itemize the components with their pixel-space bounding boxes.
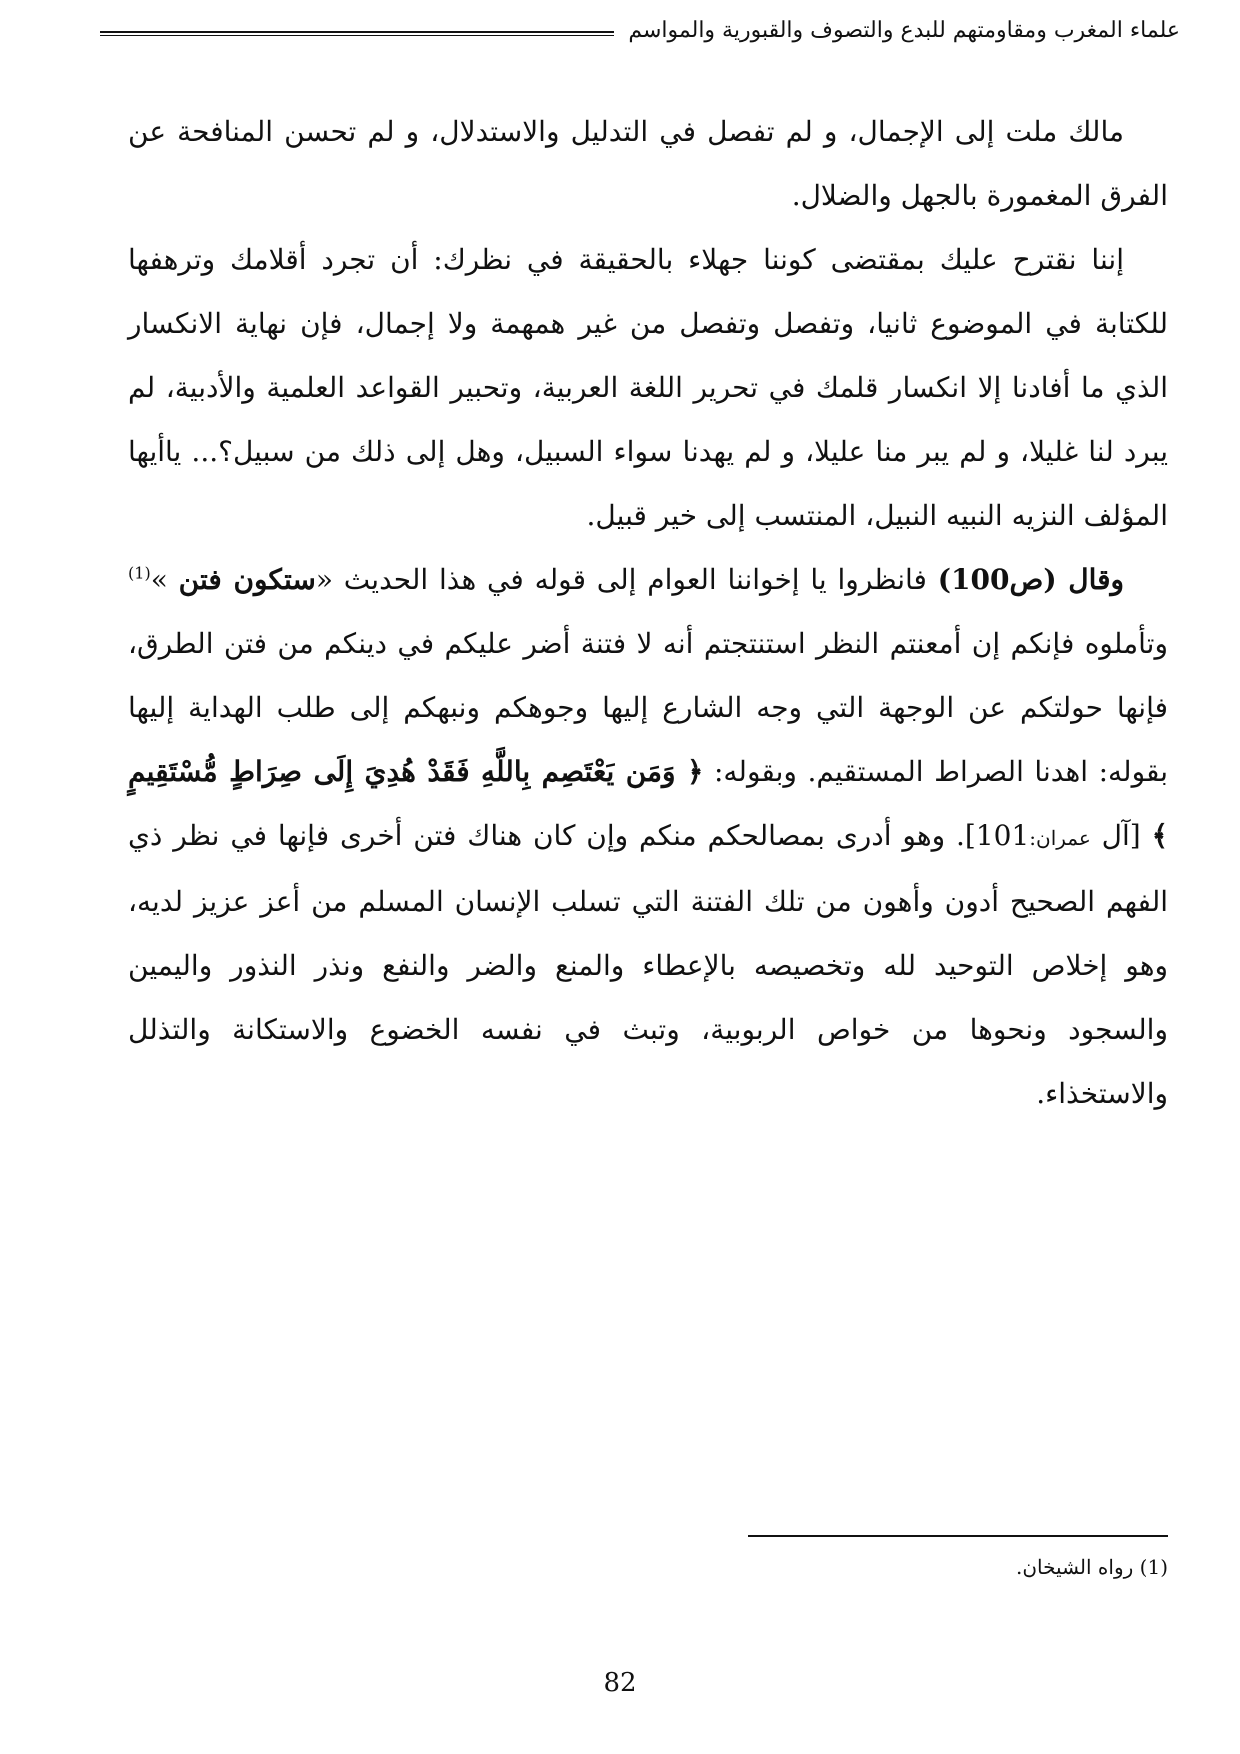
body-text [128, 100, 1168, 1126]
footnote-separator [748, 1535, 1168, 1537]
paragraph-3 [128, 548, 1168, 1126]
quote-lead: وقال (ص100) [937, 563, 1125, 596]
paragraph-3-part-a: فانظروا يا إخواننا العوام إلى قوله في هذا الحديث « [315, 563, 938, 596]
header-rule [100, 31, 614, 36]
footnote-ref: (1) [128, 563, 151, 583]
running-header [100, 10, 1180, 50]
paragraph-3-part-c: [آل [1090, 819, 1152, 852]
paragraph-3-part-d: 101]. وهو أدرى بمصالحكم منكم وإن كان هناك فتن أخرى فإنها في نظر ذي الفهم الصحيح أدون وأهون من تلك الفتنة التي تسلب الإنسان المسلم من أعز عزيز لديه، وهو إخلاص التوحيد لله وتخصيصه بالإعطاء والمنع والضر والنفع ونذر النذور واليمين والسجود ونحوها من خواص الربوبية، وتبث في نفسه الخضوع والاستكانة والتذلل والاستخذاء. [128, 819, 1168, 1110]
paragraph-3-part-b: وتأملوه فإنكم إن أمعنتم النظر استنتجتم أنه لا فتنة أضر عليكم في دينكم من فتن الطرق، فإنها حولتكم عن الوجهة التي وجه الشارع إليها وجوهكم ونبهكم إلى طلب الهداية إليها بقوله: اهدنا الصراط المستقيم. وبقوله: [128, 627, 1168, 788]
hadith-text: ستكون فتن [178, 563, 316, 596]
quran-verse: ﴿ وَمَن يَعْتَصِم بِاللَّهِ فَقَدْ هُدِيَ إِلَى صِرَاطٍ مُّسْتَقِيمٍ ﴾ [128, 755, 1168, 852]
hadith-close: » [150, 563, 179, 596]
page-number: 82 [603, 1668, 637, 1698]
paragraph-2: إننا نقترح عليك بمقتضى كوننا جهلاء بالحقيقة في نظرك: أن تجرد أقلامك وترهفها للكتابة في الموضوع ثانيا، وتفصل وتفصل من غير همهمة ولا إجمال، فإن نهاية الانكسار الذي ما أفادنا إلا انكسار قلمك في تحرير اللغة العربية، وتحبير القواعد العلمية والأدبية، لم يبرد لنا غليلا، و لم يبر منا عليلا، و لم يهدنا سواء السبيل، وهل إلى ذلك من سبيل؟... ياأيها المؤلف النزيه النبيه النبيل، المنتسب إلى خير قبيل. [128, 243, 1168, 532]
footnote: (1) رواه الشيخان. [1016, 1555, 1168, 1579]
paragraph-1: مالك ملت إلى الإجمال، و لم تفصل في التدليل والاستدلال، و لم تحسن المنافحة عن الفرق المغمورة بالجهل والضلال. [128, 115, 1168, 212]
running-header-title: علماء المغرب ومقاومتهم للبدع والتصوف والقبورية والمواسم [628, 17, 1180, 43]
surah-name: عمران: [1029, 826, 1091, 850]
